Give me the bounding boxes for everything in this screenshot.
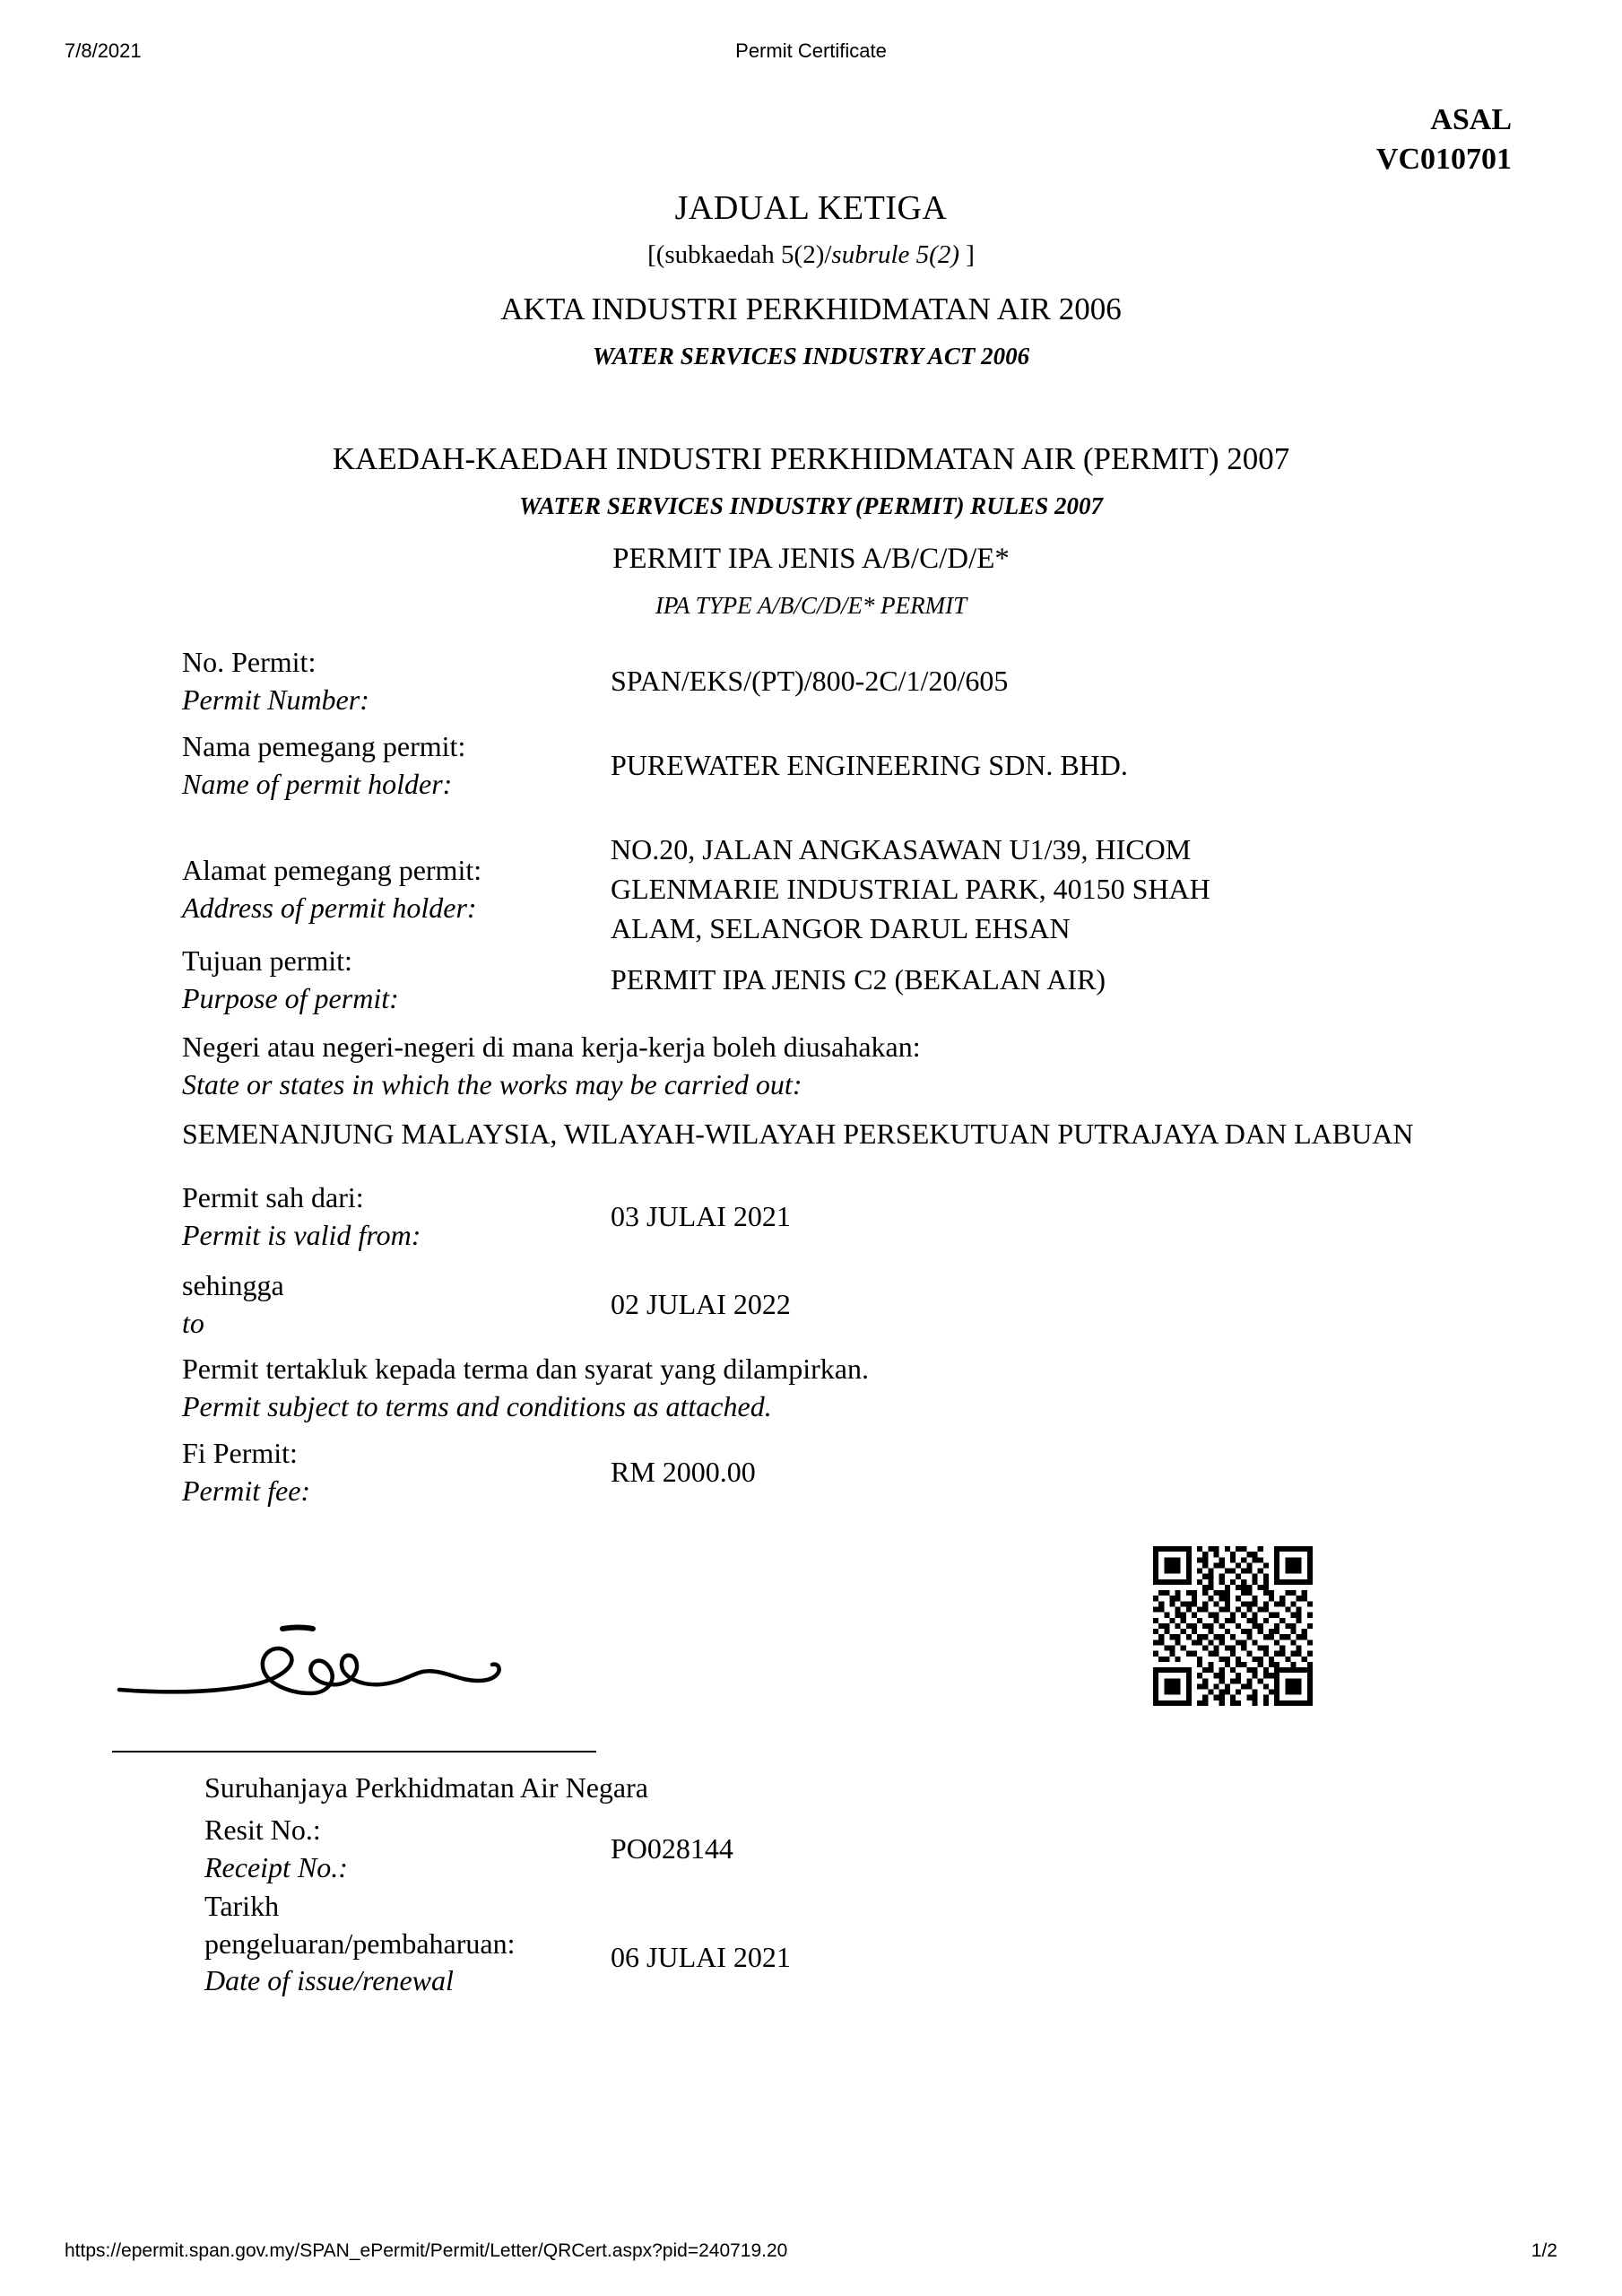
- subrule-reference: [0, 240, 1622, 270]
- holder-address-label: [182, 852, 481, 926]
- holder-address-value: [611, 830, 1210, 948]
- document-reference: [1376, 100, 1512, 178]
- print-date: 7/8/2021: [65, 39, 142, 62]
- valid-to-value: 02 JULAI 2022: [611, 1288, 791, 1320]
- holder-address-label-ms: Alamat pemegang permit:: [182, 854, 482, 886]
- permit-number-value: SPAN/EKS/(PT)/800-2C/1/20/605: [611, 665, 1009, 697]
- act-title-en: WATER SERVICES INDUSTRY ACT 2006: [592, 343, 1030, 370]
- permit-fee-label: [182, 1435, 310, 1509]
- qr-code-icon: [1153, 1546, 1313, 1706]
- states-value: SEMENANJUNG MALAYSIA, WILAYAH-WILAYAH PERSEKUTUAN PUTRAJAYA DAN LABUAN: [182, 1118, 1414, 1150]
- permit-type-heading-ms: PERMIT IPA JENIS A/B/C/D/E*: [612, 543, 1010, 575]
- holder-name-label: [182, 728, 465, 803]
- terms-note-ms: Permit tertakluk kepada terma dan syarat yang dilampirkan.: [182, 1352, 869, 1385]
- authority-signature: [112, 1604, 596, 1720]
- certificate-serial: VC010701: [1375, 142, 1512, 176]
- purpose-label-en: Purpose of permit:: [182, 981, 399, 1014]
- copy-type-label: ASAL: [1430, 103, 1512, 136]
- purpose-value: PERMIT IPA JENIS C2 (BEKALAN AIR): [611, 963, 1106, 996]
- signature-rule: [112, 1751, 596, 1752]
- receipt-number-label-ms: Resit No.:: [204, 1813, 321, 1846]
- states-label: [182, 1028, 921, 1103]
- issue-date-value: 06 JULAI 2021: [611, 1941, 791, 1973]
- issue-date-label-ms-2: pengeluaran/pembaharuan:: [204, 1926, 516, 1960]
- act-title-ms: AKTA INDUSTRI PERKHIDMATAN AIR 2006: [500, 291, 1122, 326]
- terms-note-en: Permit subject to terms and conditions as attached.: [182, 1390, 772, 1423]
- permit-fee-label-ms: Fi Permit:: [182, 1437, 298, 1469]
- print-document-title: Permit Certificate: [735, 39, 887, 62]
- valid-from-label: [182, 1179, 421, 1254]
- holder-name-label-en: Name of permit holder:: [182, 767, 453, 800]
- subrule-prefix: [(subkaedah 5(2)/: [647, 240, 832, 269]
- permit-fee-value: RM 2000.00: [611, 1456, 756, 1488]
- receipt-number-value: PO028144: [611, 1832, 733, 1865]
- holder-address-line-1: NO.20, JALAN ANGKASAWAN U1/39, HICOM: [611, 833, 1192, 865]
- holder-name-value: PUREWATER ENGINEERING SDN. BHD.: [611, 749, 1128, 781]
- valid-to-label-en: to: [182, 1306, 204, 1339]
- states-label-ms: Negeri atau negeri-negeri di mana kerja-kerja boleh diusahakan:: [182, 1031, 921, 1063]
- holder-address-label-en: Address of permit holder:: [182, 891, 477, 924]
- permit-number-label-ms: No. Permit:: [182, 646, 317, 678]
- valid-to-label: [182, 1267, 284, 1342]
- permit-number-label-en: Permit Number:: [182, 683, 369, 716]
- rules-title-ms: KAEDAH-KAEDAH INDUSTRI PERKHIDMATAN AIR (PERMIT) 2007: [332, 441, 1290, 476]
- valid-from-label-ms: Permit sah dari:: [182, 1181, 364, 1213]
- holder-address-line-3: ALAM, SELANGOR DARUL EHSAN: [611, 912, 1071, 945]
- subrule-italic: subrule 5(2): [831, 240, 959, 269]
- issue-date-label: [204, 1888, 516, 2000]
- permit-fee-label-en: Permit fee:: [182, 1474, 311, 1507]
- signature-authority-label: Suruhanjaya Perkhidmatan Air Negara: [204, 1771, 648, 1804]
- source-url: https://epermit.span.gov.my/SPAN_ePermit/Permit/Letter/QRCert.aspx?pid=240719.20: [65, 2240, 788, 2261]
- issue-date-label-en: Date of issue/renewal: [204, 1964, 454, 1997]
- receipt-number-label: [204, 1812, 348, 1886]
- permit-type-heading-en: IPA TYPE A/B/C/D/E* PERMIT: [655, 592, 967, 619]
- browser-print-footer: [0, 2240, 1622, 2267]
- terms-note: [182, 1350, 869, 1425]
- purpose-label: [182, 943, 399, 1017]
- permit-number-label: [182, 644, 369, 718]
- page-number: 1/2: [1531, 2240, 1557, 2261]
- subrule-suffix: ]: [966, 240, 975, 269]
- purpose-label-ms: Tujuan permit:: [182, 944, 352, 977]
- holder-name-label-ms: Nama pemegang permit:: [182, 730, 466, 762]
- valid-from-label-en: Permit is valid from:: [182, 1218, 421, 1251]
- valid-to-label-ms: sehingga: [182, 1269, 284, 1301]
- schedule-heading: JADUAL KETIGA: [674, 189, 948, 227]
- valid-from-value: 03 JULAI 2021: [611, 1200, 791, 1232]
- holder-address-line-2: GLENMARIE INDUSTRIAL PARK, 40150 SHAH: [611, 873, 1210, 906]
- issue-date-label-ms-1: Tarikh: [204, 1890, 280, 1922]
- states-label-en: State or states in which the works may be carried out:: [182, 1068, 802, 1101]
- rules-title-en: WATER SERVICES INDUSTRY (PERMIT) RULES 2007: [519, 492, 1103, 519]
- receipt-number-label-en: Receipt No.:: [204, 1850, 348, 1883]
